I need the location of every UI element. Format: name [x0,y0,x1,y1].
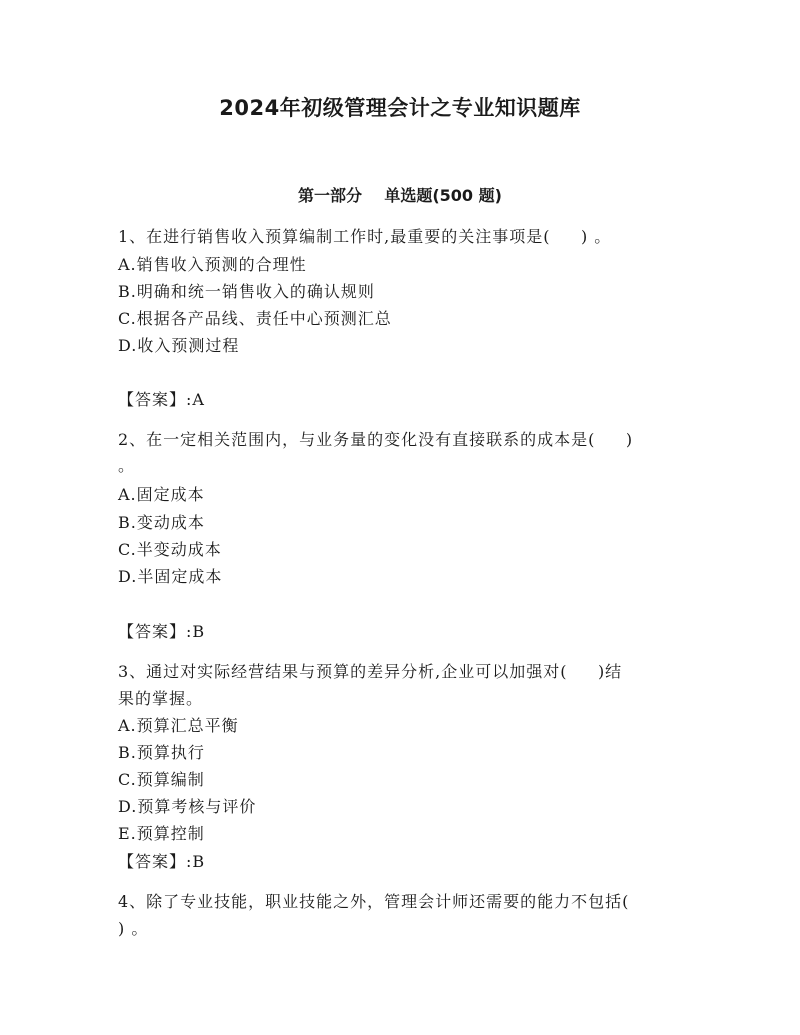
question-3-option-e: E.预算控制 [118,824,205,843]
question-1-option-d: D.收入预测过程 [118,336,240,355]
question-2-option-a: A.固定成本 [118,485,205,504]
question-3-answer: 【答案】:B [118,852,206,871]
question-1-option-a: A.销售收入预测的合理性 [118,255,307,274]
question-1-stem: 1、在进行销售收入预算编制工作时,最重要的关注事项是( ) 。 [118,227,612,246]
question-3-option-a: A.预算汇总平衡 [118,716,239,735]
question-4-stem-cont: ) 。 [118,919,149,938]
question-1-option-b: B.明确和统一销售收入的确认规则 [118,282,375,301]
question-1-answer: 【答案】:A [118,390,205,409]
question-2-answer: 【答案】:B [118,622,206,641]
document-title: 2024年初级管理会计之专业知识题库 [219,96,581,120]
question-2-option-d: D.半固定成本 [118,567,223,586]
question-3-option-c: C.预算编制 [118,770,205,789]
question-2-stem: 2、在一定相关范围内，与业务量的变化没有直接联系的成本是( ) [118,430,634,449]
question-3-option-b: B.预算执行 [118,743,205,762]
question-3-option-d: D.预算考核与评价 [118,797,257,816]
question-2-option-c: C.半变动成本 [118,540,222,559]
question-3-stem: 3、通过对实际经营结果与预算的差异分析,企业可以加强对( )结 [118,662,623,681]
question-1-option-c: C.根据各产品线、责任中心预测汇总 [118,309,392,328]
question-2-stem-cont: 。 [118,456,136,475]
question-3-stem-cont: 果的掌握。 [118,689,204,708]
section-title: 第一部分 单选题(500 题) [298,186,502,205]
question-4-stem: 4、除了专业技能，职业技能之外，管理会计师还需要的能力不包括( [118,892,630,911]
question-2-option-b: B.变动成本 [118,513,205,532]
